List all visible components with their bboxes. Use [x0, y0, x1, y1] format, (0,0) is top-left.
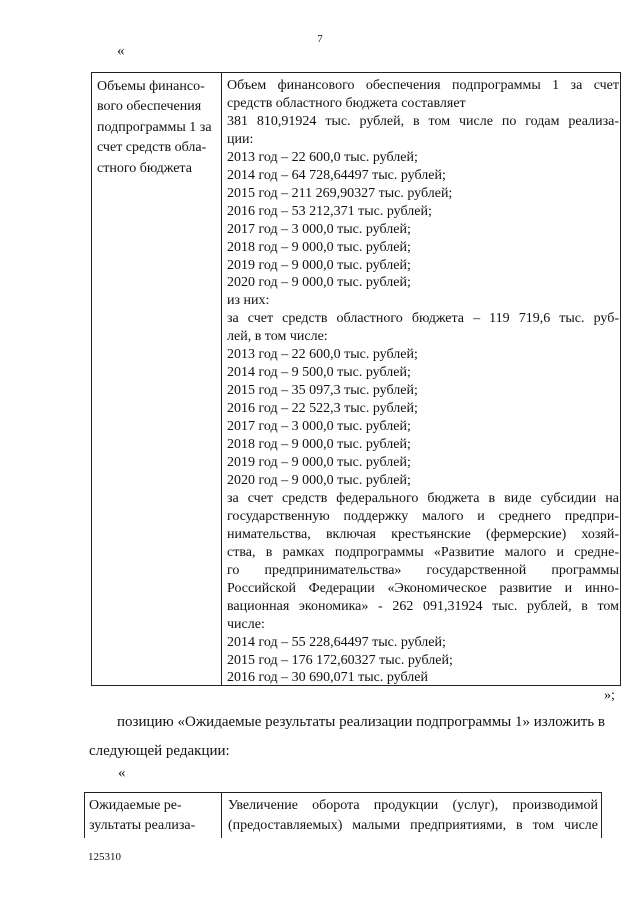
value-line: (предоставляемых) малыми предприятиями, в том числе: [228, 818, 598, 833]
label-line: зультаты реализа-: [89, 818, 196, 833]
value-line: государственную поддержку малого и среднего предпри-: [227, 508, 619, 524]
value-line: из них:: [227, 293, 270, 309]
closing-quote: »;: [604, 688, 615, 703]
value-line: 2015 год – 176 172,60327 тыс. рублей;: [227, 652, 453, 668]
value-line: 2015 год – 35 097,3 тыс. рублей;: [227, 383, 418, 399]
value-line: за счет средств областного бюджета – 119 719,6 тыс. руб-: [227, 311, 619, 327]
value-line: 2013 год – 22 600,0 тыс. рублей;: [227, 149, 418, 165]
value-line: 2019 год – 9 000,0 тыс. рублей;: [227, 257, 411, 273]
column-divider: [221, 73, 222, 685]
value-line: вационная экономика» - 262 091,31924 тыс. рублей, в том: [227, 598, 619, 614]
value-line: го предпринимательства» государственной программы: [227, 562, 619, 578]
value-line: ства, в рамках подпрограммы «Развитие малого и средне-: [227, 544, 619, 560]
results-table: [84, 792, 602, 838]
document-code: 125310: [88, 851, 121, 863]
value-line: 2018 год – 9 000,0 тыс. рублей;: [227, 239, 411, 255]
label-line: счет средств обла-: [97, 140, 207, 156]
label-line: Объемы финансо-: [97, 79, 205, 94]
instruction-paragraph-line1: позицию «Ожидаемые результаты реализации подпрограммы 1» изложить в: [117, 714, 605, 730]
label-line: вого обеспечения: [97, 99, 202, 115]
value-line: Российской Федерации «Экономическое развитие и инно-: [227, 580, 619, 596]
value-line: Увеличение оборота продукции (услуг), производимой: [228, 798, 598, 813]
value-line: 2016 год – 53 212,371 тыс. рублей;: [227, 203, 432, 219]
opening-quote-2: «: [118, 765, 126, 781]
label-line: подпрограммы 1 за: [97, 119, 212, 135]
value-line: 2017 год – 3 000,0 тыс. рублей;: [227, 419, 411, 435]
value-line: 2020 год – 9 000,0 тыс. рублей;: [227, 275, 411, 291]
value-line: средств областного бюджета составляет: [227, 95, 466, 111]
instruction-paragraph-line2: следующей редакции:: [89, 743, 230, 759]
financing-table: [91, 72, 621, 686]
value-line: 2016 год – 22 522,3 тыс. рублей;: [227, 401, 418, 417]
value-line: за счет средств федерального бюджета в виде субсидии на: [227, 490, 619, 506]
value-line: 2017 год – 3 000,0 тыс. рублей;: [227, 221, 411, 237]
value-line: ции:: [227, 131, 254, 147]
opening-quote: «: [117, 43, 125, 59]
value-line: 2013 год – 22 600,0 тыс. рублей;: [227, 347, 418, 363]
value-line: 2014 год – 64 728,64497 тыс. рублей;: [227, 167, 446, 183]
value-line: нимательства, включая крестьянские (фермерские) хозяй-: [227, 526, 619, 542]
table-label-cell: [97, 77, 221, 179]
label-line: стного бюджета: [97, 160, 192, 176]
table-label-cell: [89, 796, 219, 836]
value-line: 2018 год – 9 000,0 тыс. рублей;: [227, 437, 411, 453]
value-line: Объем финансового обеспечения подпрограммы 1 за счет: [227, 78, 619, 93]
page-number: 7: [317, 33, 323, 45]
value-line: числе:: [227, 616, 265, 632]
value-line: 2016 год – 30 690,071 тыс. рублей: [227, 670, 428, 686]
value-line: 381 810,91924 тыс. рублей, в том числе по годам реализа-: [227, 113, 619, 129]
column-divider: [221, 793, 222, 838]
value-line: 2019 год – 9 000,0 тыс. рублей;: [227, 455, 411, 471]
value-line: 2014 год – 9 500,0 тыс. рублей;: [227, 365, 411, 381]
value-line: 2015 год – 211 269,90327 тыс. рублей;: [227, 185, 453, 201]
label-line: Ожидаемые ре-: [89, 798, 182, 813]
value-line: 2014 год – 55 228,64497 тыс. рублей;: [227, 634, 446, 650]
table-value-cell: [227, 77, 619, 687]
value-line: лей, в том числе:: [227, 329, 328, 345]
table-value-cell: [228, 796, 598, 836]
value-line: 2020 год – 9 000,0 тыс. рублей;: [227, 472, 411, 488]
